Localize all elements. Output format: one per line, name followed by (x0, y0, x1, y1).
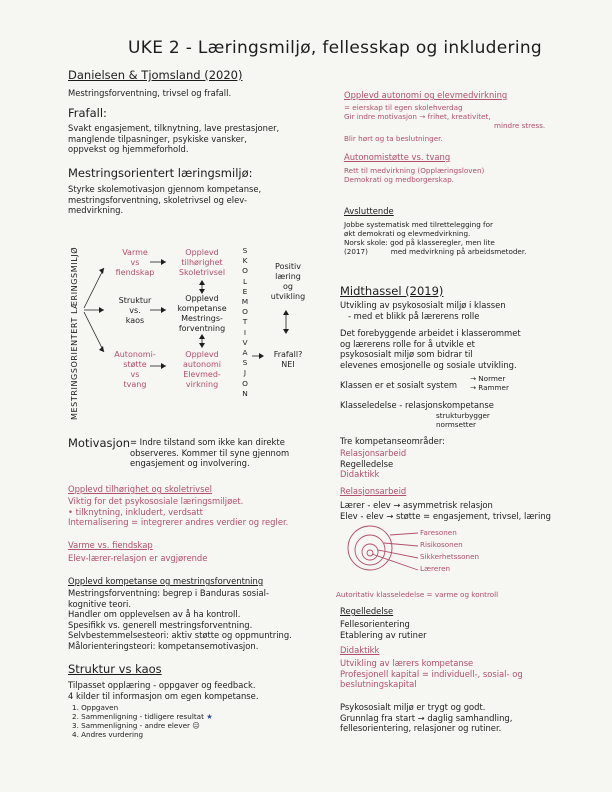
klasseledelse-text: Klasseledelse - relasjonskompetanse (340, 400, 494, 410)
list-item: 1. Oppgaven (72, 703, 119, 712)
regel-heading: Regelledelse (340, 606, 394, 616)
struktur-text: Tilpasset opplæring - oppgaver og feedback. 4 kilder til informasjon om egen kompetanse. (68, 680, 259, 701)
avsluttende-heading: Avsluttende (344, 206, 394, 216)
miljo-heading: Mestringsorientert læringsmiljø: (68, 166, 253, 180)
node-opplevd-autonomi: Opplevd autonomi Elevmed- virkning (183, 350, 221, 389)
miljo-text: Styrke skolemotivasjon gjennom kompetanse, mestringsforventning, skoletrivsel og elev- medvirkning. (68, 184, 262, 216)
frafall-heading: Frafall: (68, 106, 107, 120)
intro-text: Mestringsforventning, trivsel og frafall. (68, 88, 232, 98)
omrader-heading: Tre kompetanseområder: (340, 436, 445, 446)
node-struktur: Struktur vs. kaos (118, 296, 152, 325)
node-varme: Varme vs fiendskap (115, 248, 155, 277)
faresonen-ring (348, 526, 392, 570)
motivasjon-label: Motivasjon (68, 436, 131, 450)
laereren-ring (367, 550, 373, 556)
positiv-laering: Positiv læring og utvikling (270, 262, 306, 301)
autoritativ-text: Autoritativ klasseledelse = varme og kontroll (336, 590, 499, 599)
list-item: Regelledelse (340, 458, 394, 469)
list-item: 3. Sammenligning - andre elever ☹ (72, 721, 200, 730)
varme-heading: Varme vs. fiendskap (68, 540, 153, 550)
frafall-question: Frafall? NEI (273, 350, 303, 369)
diagram-vertical-label: MESTRINGSORIENTERT LÆRINGSMILJØ (70, 246, 79, 420)
list-item: Relasjonsarbeid (340, 448, 407, 458)
tilhorighet-heading: Opplevd tilhørighet og skoletrivsel (68, 484, 212, 494)
didaktikk-text: Utvikling av lærers kompetanse Profesjonell kapital = individuell-, sosial- og beslutningskapital (340, 658, 523, 690)
soner-labels: Faresonen Risikosonen Sikkerhetssonen Læreren (420, 528, 480, 573)
relasjon-heading: Relasjonsarbeid (340, 486, 407, 496)
node-tilhorighet: Opplevd tilhørighet Skoletrivsel (178, 248, 226, 277)
midthassel-heading: Midthassel (2019) (340, 284, 444, 298)
sikkerhetssonen-ring (362, 544, 378, 560)
motivasjon-definition: = Indre tilstand som ikke kan direkte observeres. Kommer til syne gjennom engasjement og involvering. (130, 437, 290, 469)
stotte-text: Rett til medvirkning (Opplæringsloven) Demokrati og medborgerskap. (344, 166, 485, 184)
midthassel-text: Utvikling av psykososialt miljø i klassen - med et blikk på lærerens rolle (340, 300, 506, 321)
struktur-heading: Struktur vs kaos (68, 662, 162, 676)
relasjon-text: Lærer - elev → asymmetrisk relasjon Elev - elev → støtte = engasjement, trivsel, læring (340, 500, 551, 521)
autonomi-heading: Opplevd autonomi og elevmedvirkning (344, 90, 508, 100)
avsluttende-text: Jobbe systematisk med tilrettelegging for økt demokrati og elevmedvirkning. Norsk skole: god på klasseregler, men lite (2017) med medvirkning på arbeidsmetoder. (344, 220, 527, 256)
klasseledelse-sub: strukturbygger normsetter (436, 411, 490, 429)
list-item: 4. Andres vurdering (72, 730, 144, 739)
reference-heading: Danielsen & Tjomsland (2020) (68, 68, 243, 82)
list-item: Didaktikk (340, 469, 380, 480)
regel-text: Fellesorientering Etablering av rutiner (340, 619, 427, 640)
sad-face-icon: ☹ (192, 721, 200, 730)
frafall-text: Svakt engasjement, tilknytning, lave prestasjoner, manglende tilpasninger, psykiske vansker, oppvekst og hjemmeforhold. (68, 123, 280, 155)
kompetanse-text: Mestringsforventning: begrep i Banduras sosial- kognitive teori. Handler om opplevelsen av å ha kontroll. Spesifikk vs. generell mestringsforventning. Selvbestemmelsesteori: aktiv støtte og oppmuntring. Målorienteringsteori: kompetansemotivasjon. (68, 588, 292, 651)
forebyggende-text: Det forebyggende arbeidet i klasserommet og lærerens rolle for å utvikle et psykososialt miljø som bidrar til elevenes emosjonelle og sosiale utvikling. (340, 328, 521, 370)
node-autonomi: Autonomi- støtte vs tvang (114, 350, 156, 389)
didaktikk-heading: Didaktikk (340, 645, 380, 655)
node-kompetanse: Opplevd kompetanse Mestrings- forventning (177, 294, 227, 333)
psykososialt-text: Psykososialt miljø er trygt og godt. Grunnlag fra start → daglig samhandling, fellesorientering, relasjoner og rutiner. (340, 702, 513, 734)
normer-rammer: → Normer → Rammer (470, 374, 509, 392)
varme-text: Elev-lærer-relasjon er avgjørende (68, 553, 208, 563)
tilhorighet-text: Viktig for det psykososiale læringsmiljøet. • tilknytning, inkludert, verdsatt Internalisering = integrerer andres verdier og regler. (68, 496, 289, 528)
skolemotivasjon-column: S K O L E M O T I V A S J O N (241, 246, 249, 398)
autonomi-text: = eierskap til egen skolehverdag Gir indre motivasjon → frihet, kreativitet, mindre stress. Blir hørt og ta beslutninger. (344, 103, 546, 143)
star-icon: ★ (206, 712, 213, 721)
list-item: 2. Sammenligning - tidligere resultat ★ (72, 712, 213, 721)
klassen-text: Klassen er et sosialt system (340, 380, 458, 390)
kompetanse-heading: Opplevd kompetanse og mestringsforventning (68, 576, 264, 586)
page-title: UKE 2 - Læringsmiljø, fellesskap og inkludering (128, 38, 543, 58)
stotte-heading: Autonomistøtte vs. tvang (344, 152, 451, 162)
